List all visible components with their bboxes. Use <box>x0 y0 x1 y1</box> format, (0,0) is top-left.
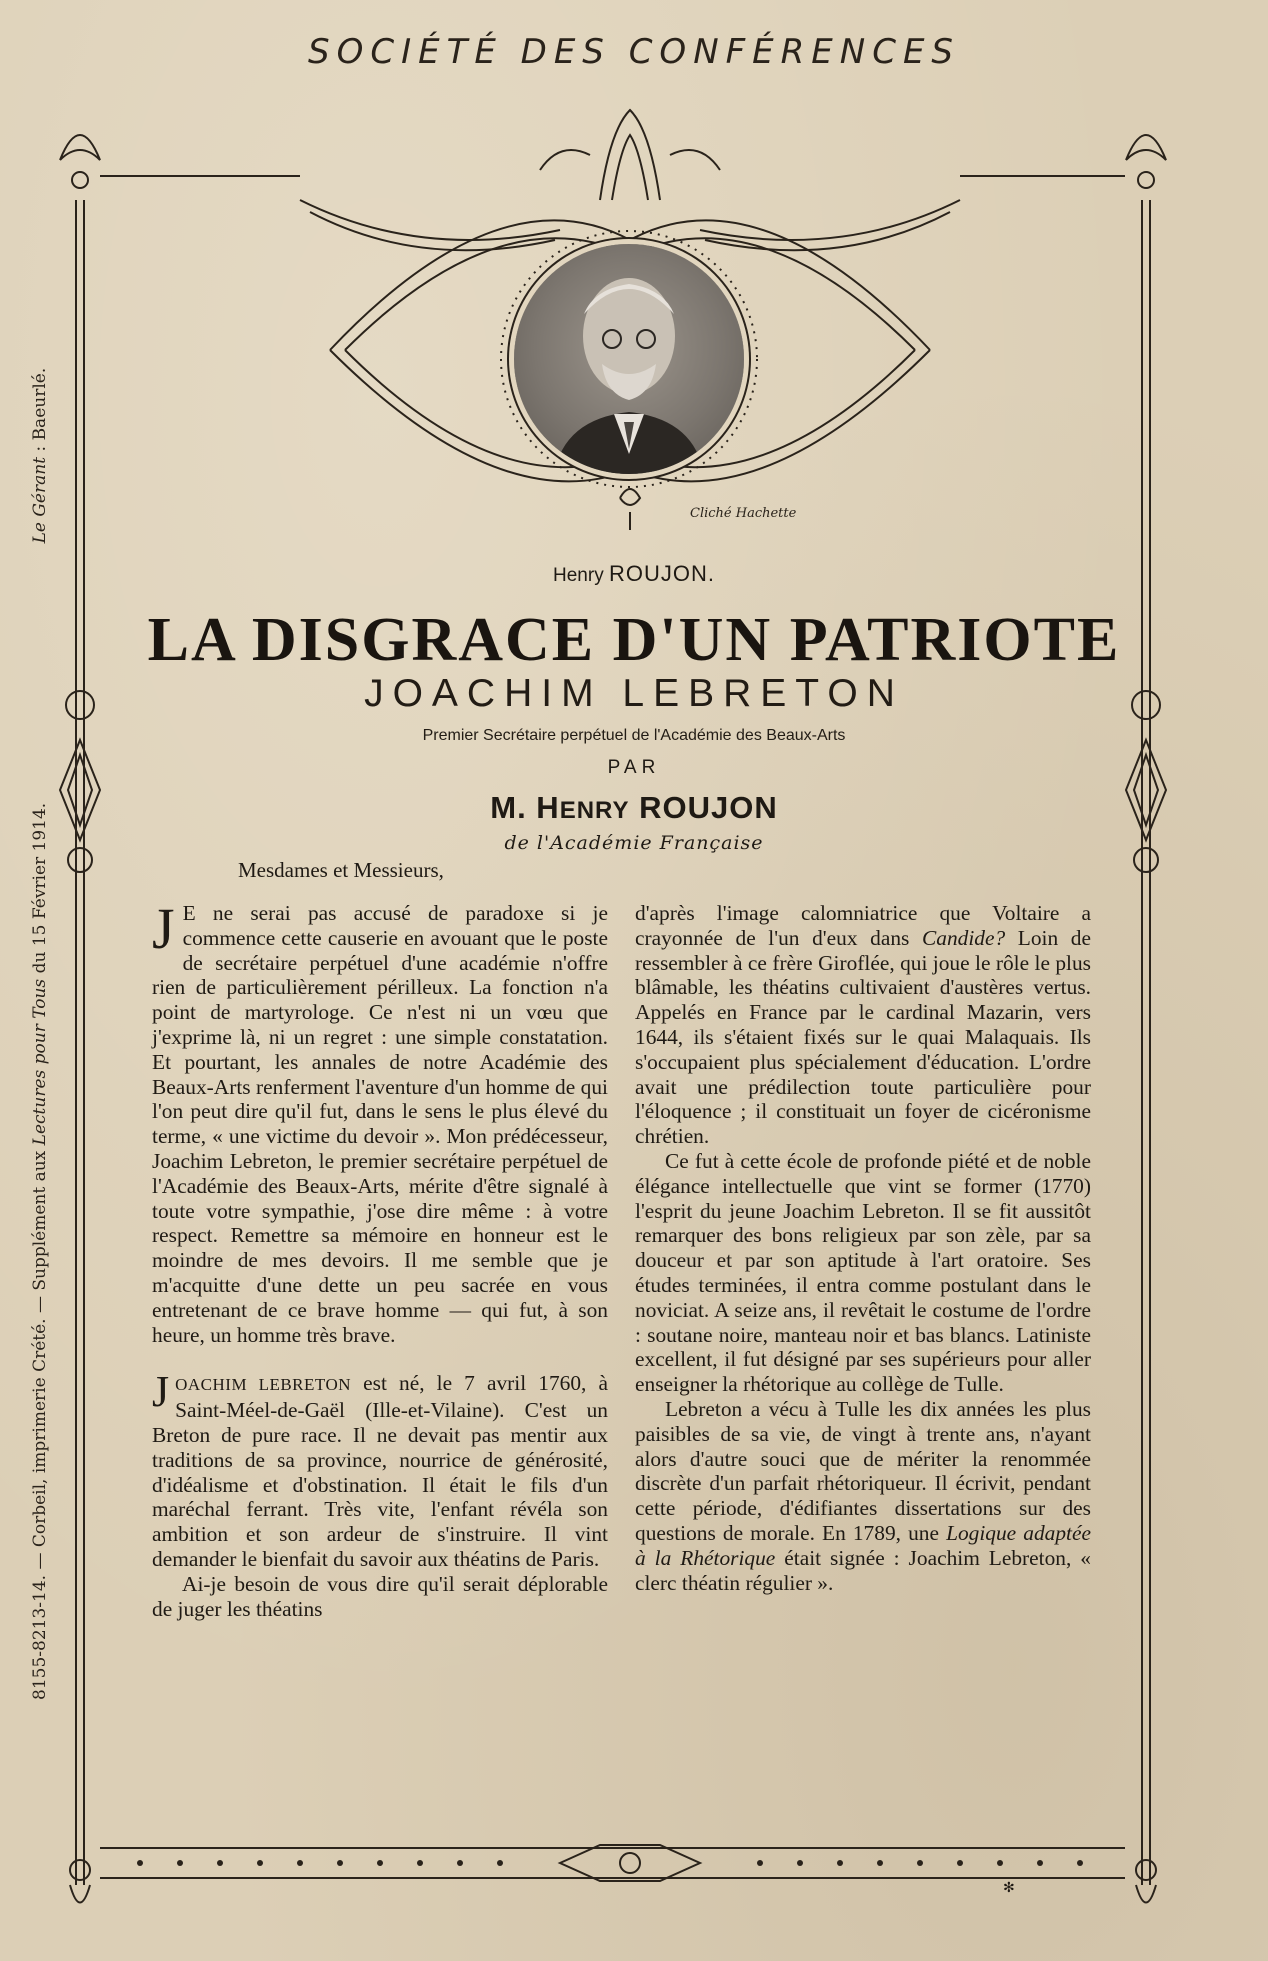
portrait-illustration <box>514 244 744 474</box>
left-paragraph-2-name: OACHIM LEBRETON <box>175 1375 352 1395</box>
caption-first-name: Henry <box>553 565 609 586</box>
portrait-caption <box>0 561 1268 587</box>
speaker-first-rest: ENRY <box>559 797 630 824</box>
right-paragraph-1-b: Loin de ressembler à ce frère Giroflée, qui joue le rôle le plus blâmable, les théatins cultivaient d'austères vertus. Appelés en France par le cardinal Mazarin, vers 1644, ils s'étaient fixés sur le quai Malaquais. Ils s'occupaient plus spécialement d'éducation. L'ordre avait une prédilection toute particulière pour l'éloquence ; il constituait un foyer de cicéronisme chrétien. <box>635 925 1091 1149</box>
left-paragraph-2 <box>152 1367 608 1571</box>
society-header: SOCIÉTÉ DES CONFÉRENCES <box>307 32 961 72</box>
by-line: PAR <box>607 757 661 778</box>
speaker-prefix: M. H <box>490 790 560 825</box>
speaker-affiliation: de l'Académie Française <box>504 832 764 854</box>
manager-label: Le Gérant <box>30 456 50 544</box>
right-paragraph-1 <box>635 901 1091 1149</box>
left-paragraph-3: Ai-je besoin de vous dire qu'il serait déplorable de juger les théatins <box>152 1571 608 1621</box>
printer-note-publication: Lectures pour Tous <box>30 978 50 1146</box>
right-paragraph-2: Ce fut à cette école de profonde piété et de noble élégance intellectuelle que vint se former (1770) l'esprit du jeune Joachim Lebreton. Il se fit aussitôt remarquer des bons religieux par son zèle, par sa douceur et par son aptitude à l'art oratoire. Ses études terminées, il entra comme postulant dans le noviciat. A seize ans, il revêtait le costume de l'ordre : soutane noire, manteau noir et bas blancs. Latiniste excellent, il fut désigné par ses supérieurs pour aller enseigner la rhétorique au collège de Tulle. <box>635 1148 1091 1397</box>
article-title: LA DISGRACE D'UN PATRIOTE <box>147 606 1121 674</box>
author-portrait <box>514 244 744 474</box>
drop-cap: J <box>152 1367 170 1417</box>
right-paragraph-1-italic: Candide? <box>921 925 1006 950</box>
right-paragraph-3-b: était signée : Joachim Lebreton, « clerc théatin régulier ». <box>635 1545 1092 1595</box>
left-column <box>152 896 608 1621</box>
left-paragraph-1 <box>152 896 608 1347</box>
printer-note-prefix: 8155-8213-14. — Corbeil, imprimerie Crété. — Supplément aux <box>30 1145 50 1700</box>
asterisk-mark: ✻ <box>1003 1880 1015 1896</box>
greeting: Mesdames et Messieurs, <box>238 858 444 882</box>
left-paragraph-2-text: est né, le 7 avril 1760, à Saint-Méel-de-Gaël (Ille-et-Vilaine). C'est un Breton de pure race. Il ne devait pas mentir aux traditions de sa province, nourrice de générosité, d'idéalisme et d'obstination. Il était le fils d'un maréchal ferrant. Très vite, l'enfant révéla son ambition et son ardeur de s'instruire. Il vint demander le bienfait du savoir aux théatins de Paris. <box>152 1371 608 1571</box>
caption-last-name: ROUJON. <box>608 561 715 586</box>
right-paragraph-3-italic: Logique adaptée à la Rhétorique <box>635 1520 1091 1570</box>
subject-role: Premier Secrétaire perpétuel de l'Académie des Beaux-Arts <box>422 727 846 744</box>
right-paragraph-3-a: Lebreton a vécu à Tulle les dix années les plus paisibles de sa vie, de vingt à trente ans, n'ayant alors d'autre souci que de mériter la renommée discrète d'un parfait rhétoriqueur. Il écrivit, pendant cette période, d'édifiantes dissertations sur des questions de morale. En 1789, une <box>635 1396 1091 1545</box>
photo-credit: Cliché Hachette <box>690 506 797 521</box>
speaker-last: ROUJON <box>629 790 778 825</box>
speaker-name <box>0 790 1268 826</box>
printer-note-date: du 15 Février 1914. <box>30 802 50 979</box>
right-column <box>635 901 1091 1595</box>
right-paragraph-3 <box>635 1397 1091 1595</box>
manager-name: : Baeurlé. <box>30 367 50 457</box>
left-paragraph-1-text: E ne serai pas accusé de paradoxe si je commence cette causerie en avouant que le poste de secrétaire perpétuel d'une académie n'offre rien de particulièrement périlleux. La fonction n'a point de martyrologe. Ce n'est ni un vœu que j'exprime là, ni un regret : une simple constatation. Et pourtant, les annales de notre Académie des Beaux-Arts renferment l'aventure d'un homme de qui l'on peut dire qu'il fut, dans le sens le plus élevé du terme, « une victime du devoir ». Mon prédécesseur, Joachim Lebreton, le premier secrétaire perpétuel de l'Académie des Beaux-Arts, mérite d'être signalé à toute votre sympathie, j'ose dire même : à votre respect. Remettre sa mémoire en honneur est le moindre de mes devoirs. Il me semble que je m'acquitte d'une dette un peu sacrée en vous entretenant de ce brave homme — qui fut, à son heure, un homme très brave. <box>152 901 608 1347</box>
article-subtitle: JOACHIM LEBRETON <box>364 672 904 715</box>
drop-cap: J <box>152 896 175 961</box>
right-paragraph-1-a: d'après l'image calomniatrice que Voltaire a crayonnée de l'un d'eux dans <box>635 901 1091 950</box>
